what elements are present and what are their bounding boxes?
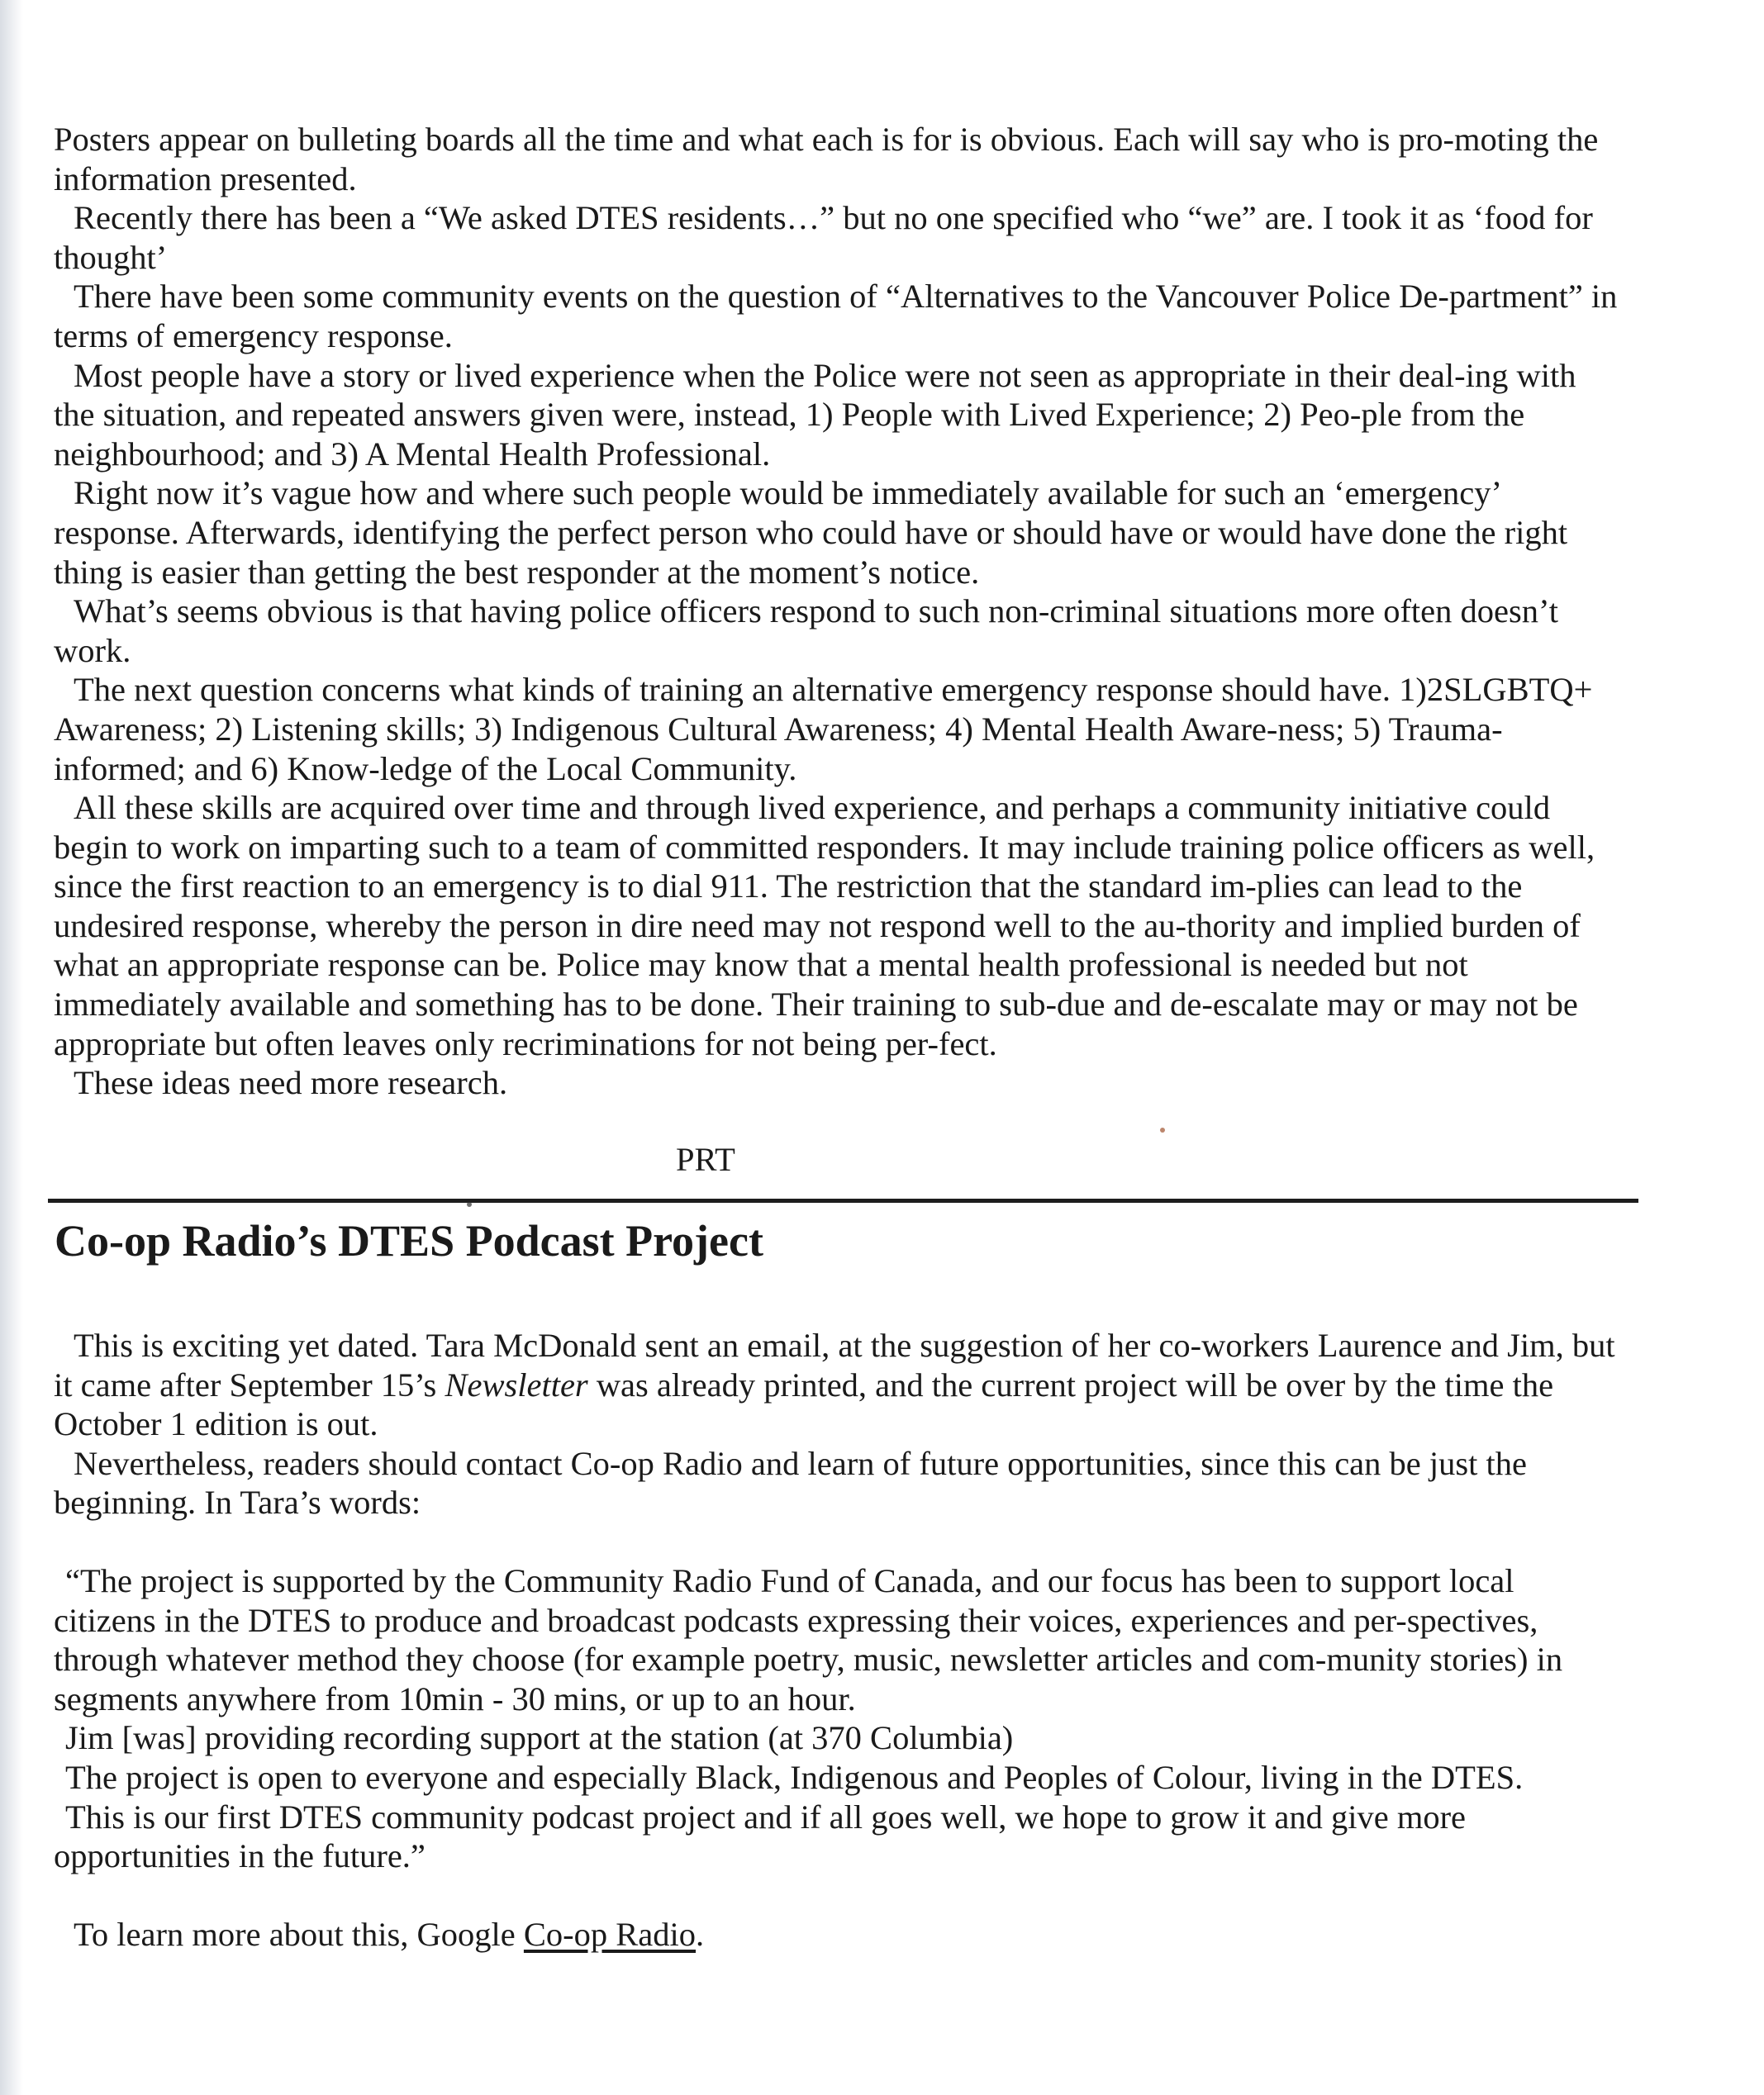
- paper-speck: [467, 1202, 472, 1207]
- article2-headline: Co-op Radio’s DTES Podcast Project: [55, 1216, 763, 1266]
- article1-paragraph-1: Posters appear on bulleting boards all the time and what each is for is obvious. Each will say who is pro-moting the information presented.: [54, 121, 1599, 197]
- author-signoff: PRT: [676, 1141, 735, 1178]
- closing-paragraph: To learn more about this, Google Co-op Radio.: [74, 1915, 705, 1953]
- coop-radio-link[interactable]: Co-op Radio: [523, 1915, 697, 1953]
- article1-paragraph-2: Recently there has been a “We asked DTES residents…” but no one specified who “we” are. I took it as ‘food for thought’: [54, 199, 1593, 276]
- quote-paragraph-4: This is our first DTES community podcast project and if all goes well, we hope to grow it and give more opportunities in the future.”: [54, 1798, 1467, 1875]
- quote-paragraph-2: Jim [was] providing recording support at the station (at 370 Columbia): [65, 1719, 1014, 1757]
- tara-quote: [54, 1561, 1624, 1876]
- article-coop-radio-podcast: [54, 1326, 1624, 1954]
- article1-paragraph-9: These ideas need more research.: [74, 1064, 508, 1102]
- article1-paragraph-3: There have been some community events on the question of “Alternatives to the Vancouver Police De-partment” in terms of emergency response.: [54, 278, 1618, 354]
- paper-speck: [1160, 1128, 1165, 1133]
- article1-paragraph-4: Most people have a story or lived experience when the Police were not seen as appropriate in their deal-ing with the situation, and repeated answers given were, instead, 1) People with Lived Experience; 2) Peo-ple from the neighbourhood; and 3) A Mental Health Professional.: [54, 356, 1576, 473]
- section-divider: [48, 1199, 1638, 1203]
- paper-edge-shadow: [0, 0, 23, 2095]
- newsletter-title: Newsletter: [445, 1366, 588, 1404]
- quote-paragraph-1: “The project is supported by the Community Radio Fund of Canada, and our focus has been to support local citizens in the DTES to produce and broadcast podcasts expressing their voices, experiences and per-spectives, through whatever method they choose (for example poetry, music, newsletter articles and com-munity stories) in segments anywhere from 10min - 30 mins, or up to an hour.: [54, 1561, 1563, 1717]
- article2-intro-paragraph-2: Nevertheless, readers should contact Co-op Radio and learn of future opportunities, since this can be just the beginning. In Tara’s words:: [54, 1444, 1528, 1522]
- quote-paragraph-3: The project is open to everyone and especially Black, Indigenous and Peoples of Colour, living in the DTES.: [65, 1758, 1524, 1796]
- paragraph-spacer: [54, 1876, 1624, 1915]
- article1-paragraph-7: The next question concerns what kinds of training an alternative emergency response should have. 1)2SLGBTQ+ Awareness; 2) Listening skills; 3) Indigenous Cultural Awareness; 4) Mental Health Aware-ness; 5) Trauma-informed; and 6) Know-ledge of the Local Community.: [54, 671, 1593, 787]
- article2-intro-paragraph-1: This is exciting yet dated. Tara McDonald sent an email, at the suggestion of her co-workers Laurence and Jim, but it came after September 15’s Newsletter was already printed, and the current project will be over by the time the October 1 edition is out.: [54, 1327, 1615, 1443]
- article1-paragraph-5: Right now it’s vague how and where such people would be immediately available for such an ‘emergency’ response. Afterwards, identifying the perfect person who could have or should have or would have done the right thing is easier than getting the best responder at the moment’s notice.: [54, 474, 1568, 591]
- article1-paragraph-8: All these skills are acquired over time and through lived experience, and perhaps a community initiative could begin to work on imparting such to a team of committed responders. It may include training police officers as well, since the first reaction to an emergency is to dial 911. The restriction that the standard im-plies can lead to the undesired response, whereby the person in dire need may not respond well to the au-thority and implied burden of what an appropriate response can be. Police may know that a mental health professional is needed but not immediately available and something has to be done. Their training to sub-due and de-escalate may or may not be appropriate but often leaves only recriminations for not being per-fect.: [54, 789, 1595, 1062]
- paragraph-spacer: [54, 1523, 1624, 1561]
- article1-paragraph-6: What’s seems obvious is that having police officers respond to such non-criminal situations more often doesn’t work.: [54, 592, 1559, 669]
- article-alternatives-emergency-response: [54, 120, 1624, 1103]
